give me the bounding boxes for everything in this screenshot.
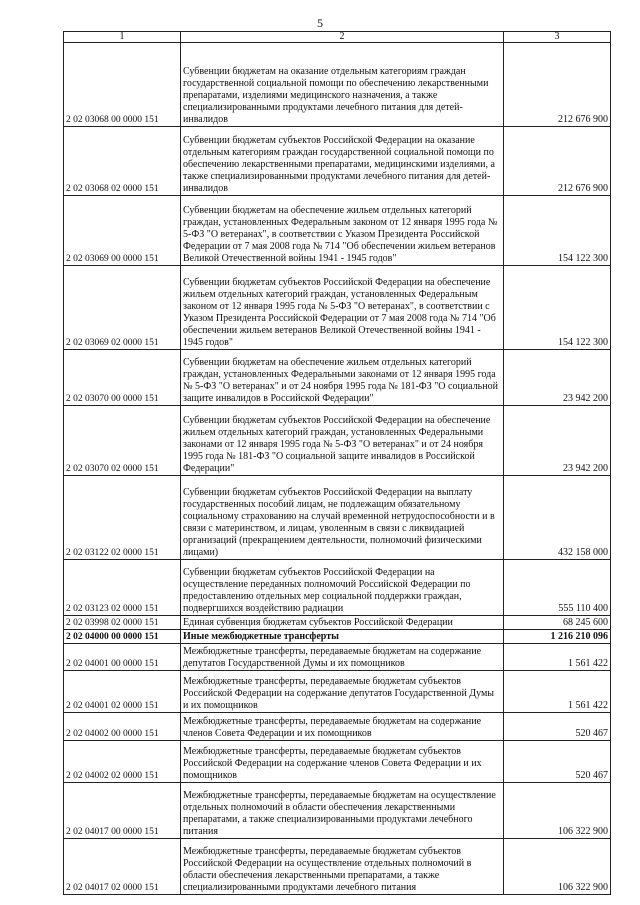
description-cell: Межбюджетные трансферты, передаваемые бюджетам на содержание членов Совета Федерации и их помощников [181, 713, 504, 741]
table-row [64, 783, 611, 839]
code-cell: 2 02 04000 00 0000 151 [64, 630, 181, 644]
amount-cell: 1 561 422 [504, 671, 611, 713]
description-cell: Субвенции бюджетам субъектов Российской Федерации на осуществление переданных полномочий Российской Федерации по предоставлению отдельных мер социальной поддержки граждан, подвергшихся воздействию радиации [181, 560, 504, 616]
amount-cell: 432 158 000 [504, 476, 611, 560]
amount-cell: 555 110 400 [504, 560, 611, 616]
amount-cell: 1 216 210 096 [504, 630, 611, 644]
amount-cell: 23 942 200 [504, 406, 611, 476]
description-cell: Межбюджетные трансферты, передаваемые бюджетам на осуществление отдельных полномочий в области обеспечения лекарственными препаратами, а также специализированными продуктами лечебного питания [181, 783, 504, 839]
code-cell: 2 02 03070 02 0000 151 [64, 406, 181, 476]
code-cell: 2 02 03070 00 0000 151 [64, 350, 181, 406]
table-row [64, 350, 611, 406]
amount-cell: 154 122 300 [504, 196, 611, 266]
budget-table [63, 31, 611, 895]
amount-cell: 520 467 [504, 741, 611, 783]
amount-cell: 106 322 900 [504, 783, 611, 839]
description-cell: Межбюджетные трансферты, передаваемые бюджетам субъектов Российской Федерации на осуществление отдельных полномочий в области обеспечения лекарственными препаратами, а также специализированными продуктами лечебного питания [181, 839, 504, 895]
code-cell: 2 02 03069 02 0000 151 [64, 266, 181, 350]
amount-cell: 23 942 200 [504, 350, 611, 406]
code-cell: 2 02 04002 00 0000 151 [64, 713, 181, 741]
description-cell: Субвенции бюджетам на обеспечение жильем отдельных категорий граждан, установленных Федеральным законом от 12 января 1995 года № 5-ФЗ "О ветеранах", в соответствии с Указом Президента Российской Федерации от 7 мая 2008 года № 714 "Об обеспечении жильем ветеранов Великой Отечественной войны 1941 - 1945 годов" [181, 196, 504, 266]
description-cell: Единая субвенция бюджетам субъектов Российской Федерации [181, 616, 504, 630]
table-row [64, 741, 611, 783]
code-cell: 2 02 03123 02 0000 151 [64, 560, 181, 616]
page-number: 5 [317, 16, 323, 30]
amount-cell: 212 676 900 [504, 43, 611, 127]
code-cell: 2 02 04017 00 0000 151 [64, 783, 181, 839]
table-row [64, 713, 611, 741]
table-row [64, 43, 611, 127]
description-cell: Межбюджетные трансферты, передаваемые бюджетам на содержание депутатов Государственной Думы и их помощников [181, 644, 504, 671]
code-cell: 2 02 04001 02 0000 151 [64, 671, 181, 713]
amount-cell: 212 676 900 [504, 127, 611, 196]
description-cell: Субвенции бюджетам субъектов Российской Федерации на выплату государственных пособий лицам, не подлежащим обязательному социальному страхованию на случай временной нетрудоспособности и в связи с материнством, и лицам, уволенным в связи с ликвидацией организаций (прекращением деятельности, полномочий физическими лицами) [181, 476, 504, 560]
table-row [64, 406, 611, 476]
description-cell: Субвенции бюджетам на обеспечение жильем отдельных категорий граждан, установленных Федеральными законами от 12 января 1995 года № 5-ФЗ "О ветеранах" и от 24 ноября 1995 года № 181-ФЗ "О социальной защите инвалидов в Российской Федерации" [181, 350, 504, 406]
description-cell: Иные межбюджетные трансферты [181, 630, 504, 644]
code-cell: 2 02 04017 02 0000 151 [64, 839, 181, 895]
amount-cell: 106 322 900 [504, 839, 611, 895]
column-header: 3 [504, 32, 611, 43]
amount-cell: 154 122 300 [504, 266, 611, 350]
table-row [64, 671, 611, 713]
table-row [64, 476, 611, 560]
code-cell: 2 02 03998 02 0000 151 [64, 616, 181, 630]
amount-cell: 68 245 600 [504, 616, 611, 630]
code-cell: 2 02 03069 00 0000 151 [64, 196, 181, 266]
header-row [64, 32, 611, 43]
description-cell: Субвенции бюджетам субъектов Российской Федерации на обеспечение жильем отдельных категорий граждан, установленных Федеральными законами от 12 января 1995 года № 5-ФЗ "О ветеранах" и от 24 ноября 1995 года № 181-ФЗ "О социальной защите инвалидов в Российской Федерации" [181, 406, 504, 476]
amount-cell: 1 561 422 [504, 644, 611, 671]
description-cell: Межбюджетные трансферты, передаваемые бюджетам субъектов Российской Федерации на содержание членов Совета Федерации и их помощников [181, 741, 504, 783]
description-cell: Субвенции бюджетам на оказание отдельным категориям граждан государственной социальной помощи по обеспечению лекарственными препаратами, изделиями медицинского назначения, а также специализированными продуктами лечебного питания для детей-инвалидов [181, 43, 504, 127]
table-row [64, 839, 611, 895]
description-cell: Субвенции бюджетам субъектов Российской Федерации на оказание отдельным категориям граждан государственной социальной помощи по обеспечению лекарственными препаратами, медицинскими изделиями, а также специализированными продуктами лечебного питания для детей-инвалидов [181, 127, 504, 196]
table-row [64, 196, 611, 266]
column-header: 1 [64, 32, 181, 43]
code-cell: 2 02 03068 02 0000 151 [64, 127, 181, 196]
code-cell: 2 02 04001 00 0000 151 [64, 644, 181, 671]
amount-cell: 520 467 [504, 713, 611, 741]
table-row [64, 630, 611, 644]
table-row [64, 560, 611, 616]
code-cell: 2 02 03122 02 0000 151 [64, 476, 181, 560]
table-row [64, 644, 611, 671]
table-row [64, 127, 611, 196]
code-cell: 2 02 03068 00 0000 151 [64, 43, 181, 127]
table-row [64, 616, 611, 630]
table-row [64, 266, 611, 350]
description-cell: Субвенции бюджетам субъектов Российской Федерации на обеспечение жильем отдельных категорий граждан, установленных Федеральным законом от 12 января 1995 года № 5-ФЗ "О ветеранах", в соответствии с Указом Президента Российской Федерации от 7 мая 2008 года № 714 "Об обеспечении жильем ветеранов Великой Отечественной войны 1941 - 1945 годов" [181, 266, 504, 350]
column-header: 2 [181, 32, 504, 43]
description-cell: Межбюджетные трансферты, передаваемые бюджетам субъектов Российской Федерации на содержание депутатов Государственной Думы и их помощников [181, 671, 504, 713]
code-cell: 2 02 04002 02 0000 151 [64, 741, 181, 783]
